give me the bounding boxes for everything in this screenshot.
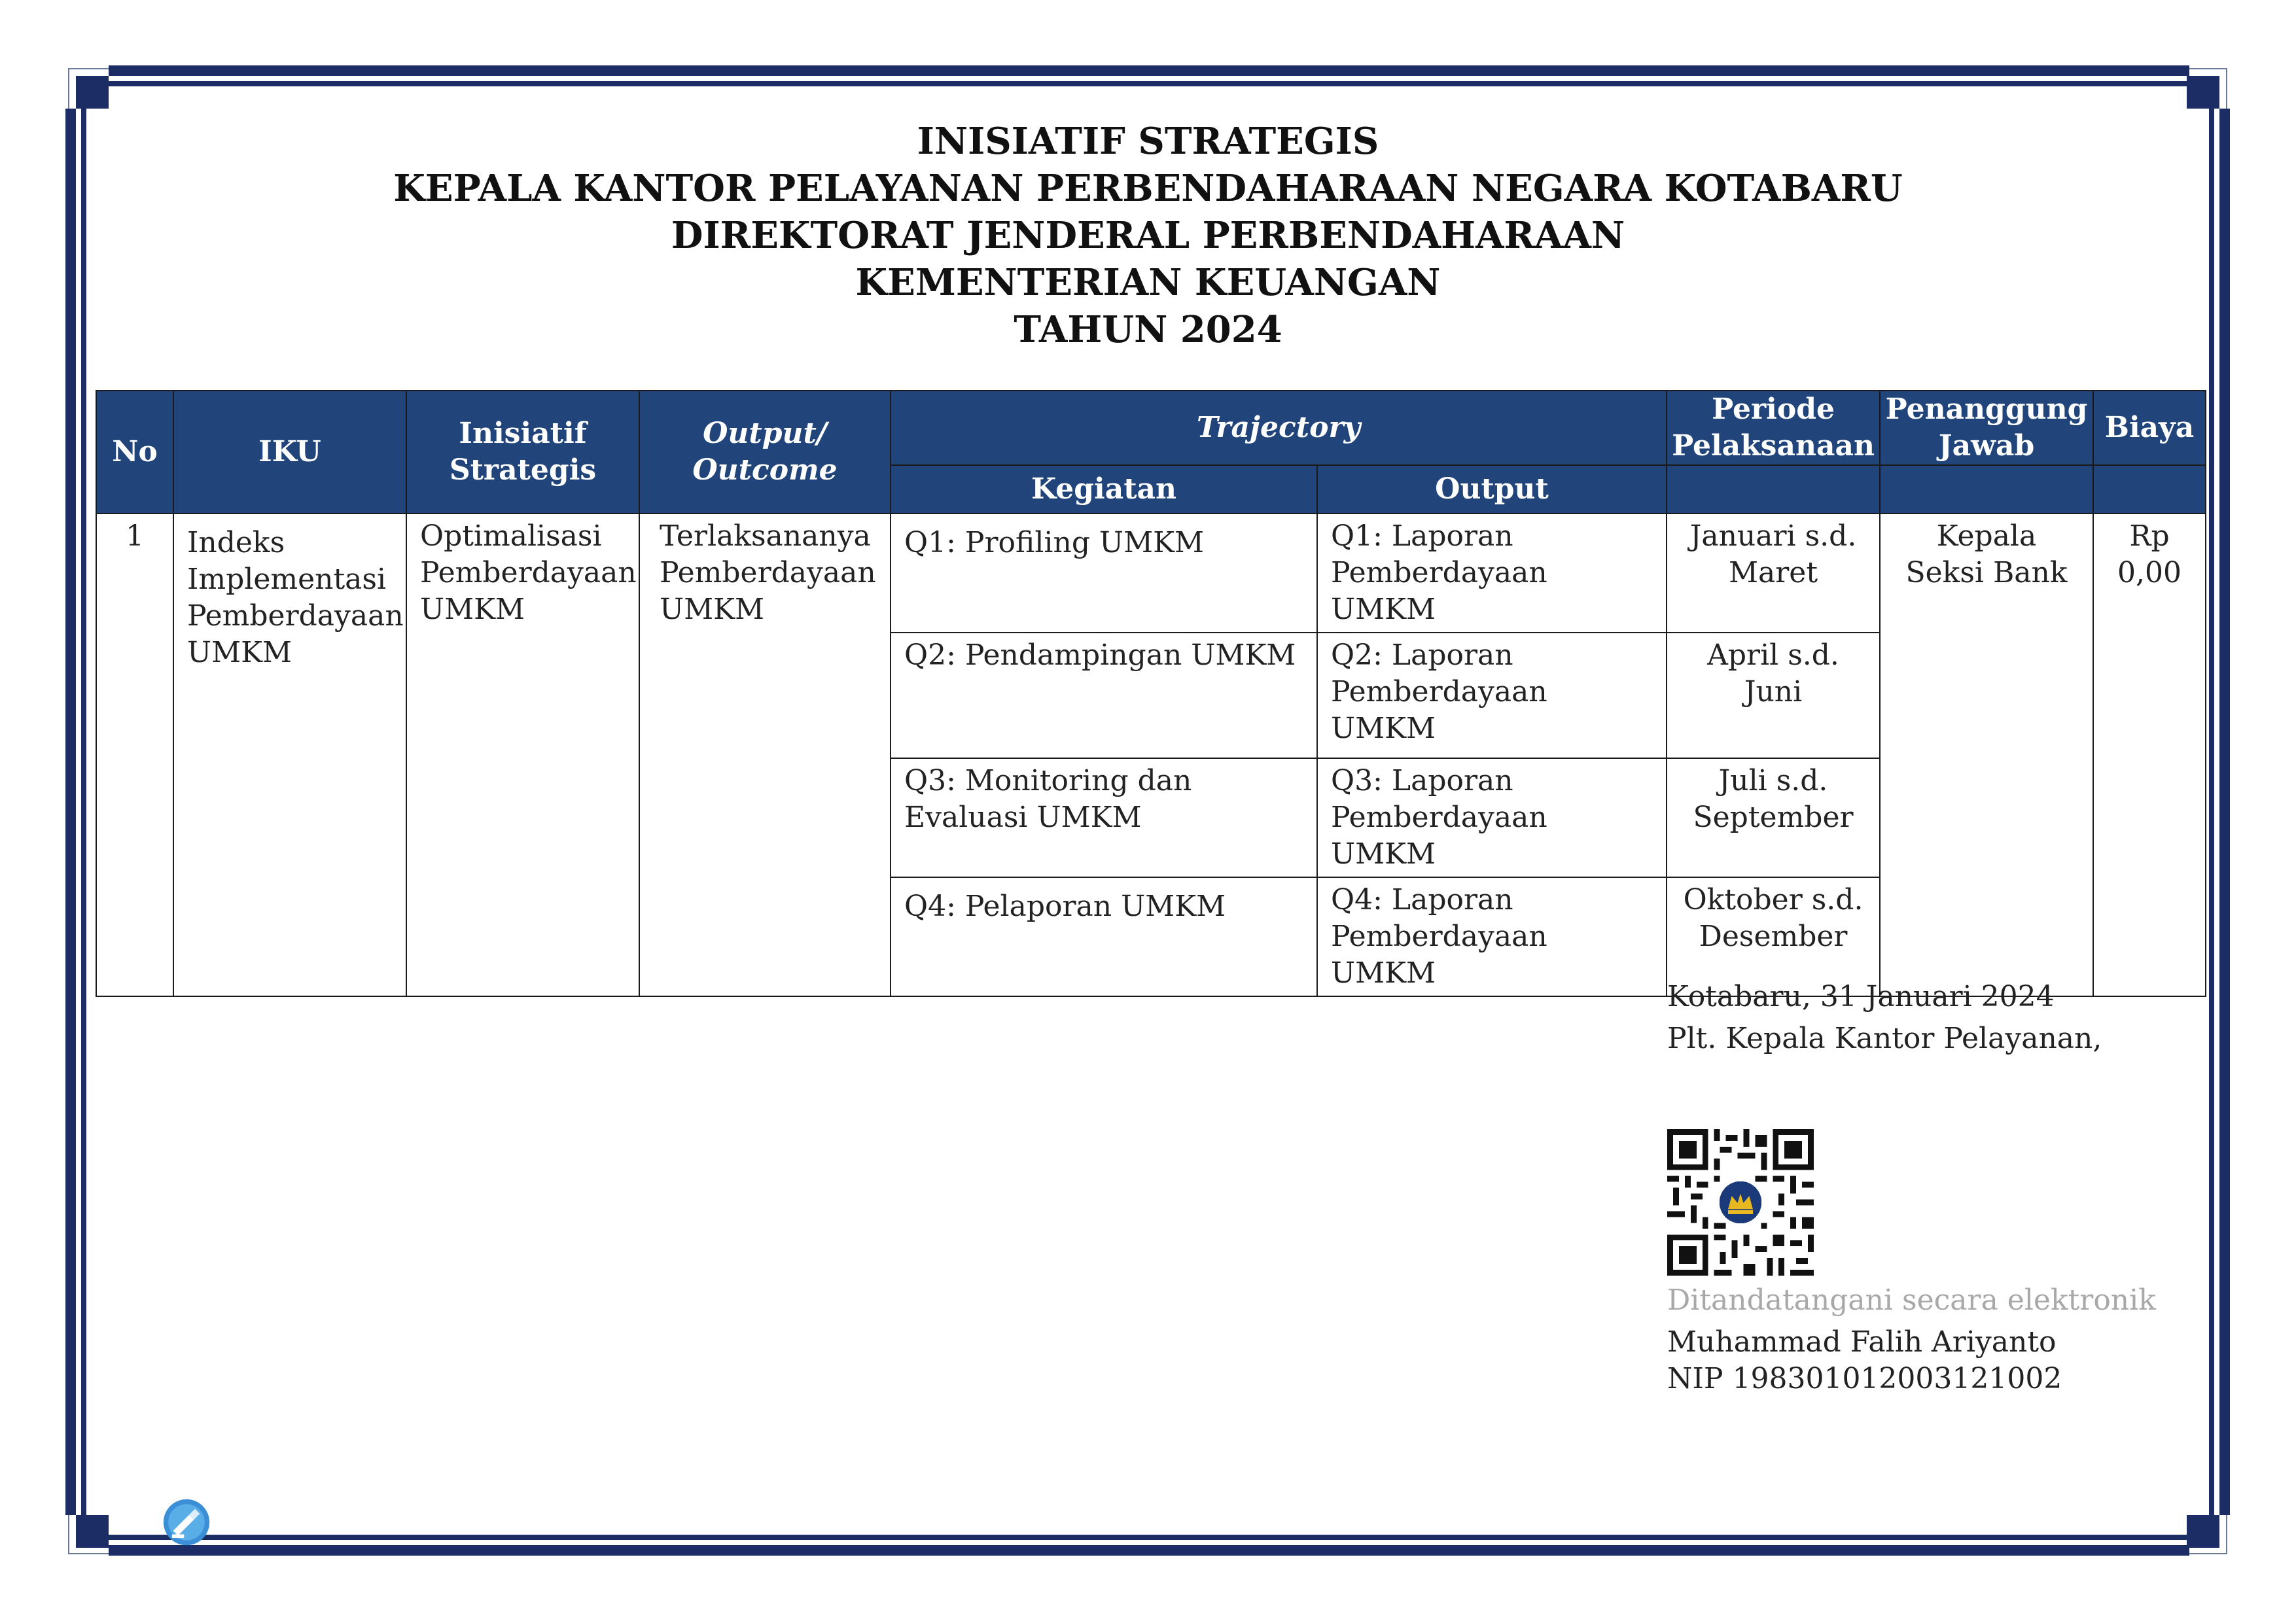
header-iku: IKU	[173, 391, 406, 514]
cell-iku: Indeks Implementasi Pemberdayaan UMKM	[173, 514, 406, 996]
cell-periode-q3: Juli s.d. September	[1667, 758, 1880, 877]
cell-biaya: Rp 0,00	[2093, 514, 2206, 996]
frame-bar-top	[109, 65, 2189, 76]
document-header	[0, 118, 2296, 353]
frame-corner-bl	[76, 1515, 109, 1548]
cell-periode-q2: April s.d. Juni	[1667, 633, 1880, 758]
cell-kegiatan-q2: Q2: Pendampingan UMKM	[891, 633, 1317, 758]
cell-output-outcome: Terlaksananya Pemberdayaan UMKM	[639, 514, 891, 996]
cell-output-q3: Q3: Laporan Pemberdayaan UMKM	[1317, 758, 1667, 877]
header-trajectory: Trajectory	[891, 391, 1667, 465]
header-kegiatan: Kegiatan	[891, 465, 1317, 514]
header-office: KEPALA KANTOR PELAYANAN PERBENDAHARAAN NEGARA KOTABARU	[393, 167, 1903, 210]
table-row	[96, 514, 2206, 633]
cell-output-q4: Q4: Laporan Pemberdayaan UMKM	[1317, 877, 1667, 996]
frame-bar-bottom	[109, 1545, 2189, 1556]
header-output: Output	[1317, 465, 1667, 514]
signature-e-signed: Ditandatangani secara elektronik	[1667, 1283, 2156, 1317]
header-periode-empty	[1667, 465, 1880, 514]
frame-corner-tl	[76, 76, 109, 109]
header-biaya-empty	[2093, 465, 2206, 514]
signature-name: Muhammad Falih Ariyanto	[1667, 1325, 2057, 1359]
cell-kegiatan-q3: Q3: Monitoring dan Evaluasi UMKM	[891, 758, 1317, 877]
header-inisiatif: Inisiatif Strategis	[406, 391, 639, 514]
header-biaya: Biaya	[2093, 391, 2206, 465]
cell-no: 1	[96, 514, 173, 996]
strategic-initiative-table	[96, 390, 2206, 997]
stamp-logo-icon	[162, 1498, 211, 1546]
frame-corner-br	[2187, 1515, 2219, 1548]
cell-inisiatif: Optimalisasi Pemberdayaan UMKM	[406, 514, 639, 996]
signature-nip: NIP 198301012003121002	[1667, 1362, 2062, 1395]
cell-output-q2: Q2: Laporan Pemberdayaan UMKM	[1317, 633, 1667, 758]
frame-bar-bottom-inner	[109, 1535, 2189, 1540]
cell-periode-q1: Januari s.d. Maret	[1667, 514, 1880, 633]
header-output-outcome: Output/ Outcome	[639, 391, 891, 514]
signature-position: Plt. Kepala Kantor Pelayanan,	[1667, 1022, 2102, 1055]
signature-place-date: Kotabaru, 31 Januari 2024	[1667, 980, 2055, 1013]
frame-corner-tr	[2187, 76, 2219, 109]
header-periode: Periode Pelaksanaan	[1667, 391, 1880, 465]
cell-kegiatan-q4: Q4: Pelaporan UMKM	[891, 877, 1317, 996]
header-year: TAHUN 2024	[1014, 308, 1282, 351]
cell-penanggung: Kepala Seksi Bank	[1880, 514, 2093, 996]
frame-bar-top-inner	[109, 81, 2189, 86]
cell-periode-q4: Oktober s.d. Desember	[1667, 877, 1880, 996]
header-ministry: KEMENTERIAN KEUANGAN	[855, 261, 1441, 304]
header-penanggung: Penanggung Jawab	[1880, 391, 2093, 465]
header-penanggung-empty	[1880, 465, 2093, 514]
header-no: No	[96, 391, 173, 514]
header-directorate: DIREKTORAT JENDERAL PERBENDAHARAAN	[671, 214, 1625, 257]
qr-code-icon	[1667, 1129, 1814, 1276]
table-header-row	[96, 391, 2206, 465]
cell-kegiatan-q1: Q1: Profiling UMKM	[891, 514, 1317, 633]
header-title: INISIATIF STRATEGIS	[917, 120, 1379, 163]
cell-output-q1: Q1: Laporan Pemberdayaan UMKM	[1317, 514, 1667, 633]
